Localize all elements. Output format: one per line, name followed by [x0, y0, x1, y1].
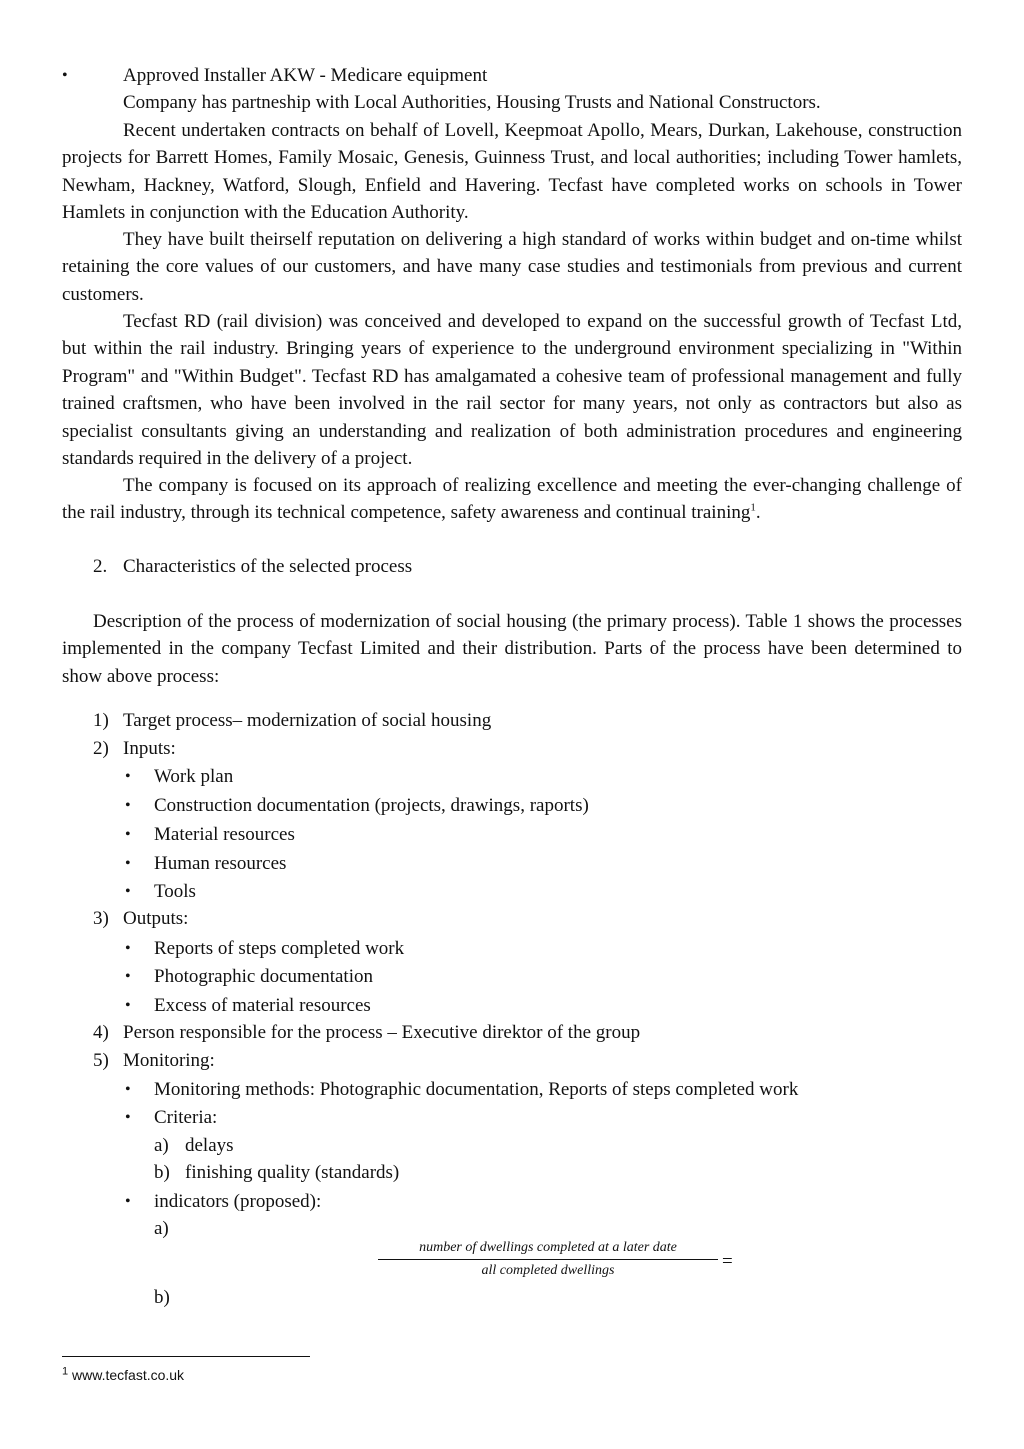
indicator-b-label: b) [154, 1287, 170, 1308]
bullet-icon: • [62, 67, 68, 84]
bullet-icon: • [125, 1109, 131, 1126]
output-item: Photographic documentation [154, 966, 373, 987]
indicator-a-formula [378, 1238, 718, 1281]
paragraph-focus-text: The company is focused on its approach of realizing excellence and meeting the ever-changing challenge of the rail industry, through its technical competence, safety awareness and continual training [62, 475, 962, 524]
formula-denominator: all completed dwellings [481, 1263, 615, 1278]
output-item: Reports of steps completed work [154, 938, 405, 959]
input-item: Human resources [154, 853, 287, 874]
bullet-icon: • [125, 797, 131, 814]
bullet-icon: • [125, 883, 131, 900]
section-description: Description of the process of modernization of social housing (the primary process). Table 1 shows the processes implemented in the company Tecfast Limited and their distribution. Parts of the process have been determined to show above process: [62, 611, 962, 687]
footnote-reference[interactable]: 1 [750, 502, 756, 515]
criteria-heading: Criteria: [154, 1107, 218, 1128]
input-item: Construction documentation (projects, drawings, raports) [154, 795, 589, 816]
bullet-icon: • [125, 997, 131, 1014]
bullet-icon: • [125, 968, 131, 985]
bullet-icon: • [125, 1193, 131, 1210]
list-item-monitoring: Monitoring: [123, 1050, 215, 1071]
formula-equals: = [722, 1251, 733, 1272]
bullet-icon: • [125, 1081, 131, 1098]
paragraph-focus-end: . [755, 502, 761, 524]
list-number-2: 2) [93, 738, 109, 759]
criteria-a-label: a) [154, 1135, 169, 1156]
monitoring-methods: Monitoring methods: Photographic documentation, Reports of steps completed work [154, 1079, 799, 1100]
input-item: Tools [154, 881, 196, 902]
paragraph-reputation: They have built theirself reputation on delivering a high standard of works within budget and on-time whilst retaining the core values of our customers, and have many case studies and testimonials from previous and current customers. [62, 229, 962, 305]
list-number-4: 4) [93, 1022, 109, 1043]
bullet-icon: • [125, 826, 131, 843]
footnote-link[interactable]: www.tecfast.co.uk [72, 1367, 185, 1383]
list-number-1: 1) [93, 710, 109, 731]
footnote-number: 1 [62, 1365, 69, 1378]
indicator-a-label: a) [154, 1218, 169, 1239]
criteria-a: delays [185, 1135, 234, 1156]
list-number-5: 5) [93, 1050, 109, 1071]
section-title: Characteristics of the selected process [123, 556, 413, 577]
list-item-outputs: Outputs: [123, 908, 189, 929]
input-item: Work plan [154, 766, 234, 787]
list-item-inputs: Inputs: [123, 738, 176, 759]
paragraph-rail-division: Tecfast RD (rail division) was conceived and developed to expand on the successful growth of Tecfast Ltd, but within the rail industry. Bringing years of experience to the underground environment specializing in "Within Program" and "Within Budget". Tecfast RD has amalgamated a cohesive team of professional management and fully trained craftsmen, who have been involved in the rail sector for many years, not only as contractors but also as specialist consultants giving an understanding and realization of both administration procedures and engineering standards required in the delivery of a project. [62, 311, 962, 470]
indicators-heading: indicators (proposed): [154, 1191, 322, 1212]
section-number: 2. [93, 556, 108, 577]
bullet-item-installer: Approved Installer AKW - Medicare equipment [123, 65, 488, 86]
paragraph-focus [62, 472, 962, 527]
partnership-line: Company has partneship with Local Authorities, Housing Trusts and National Constructors. [123, 92, 821, 113]
bullet-icon: • [125, 855, 131, 872]
formula-numerator: number of dwellings completed at a later date [378, 1238, 718, 1260]
list-item-target-process: Target process– modernization of social housing [123, 710, 492, 731]
criteria-b: finishing quality (standards) [185, 1162, 400, 1183]
output-item: Excess of material resources [154, 995, 371, 1016]
paragraph-contracts: Recent undertaken contracts on behalf of Lovell, Keepmoat Apollo, Mears, Durkan, Lakehouse, construction projects for Barrett Homes, Family Mosaic, Genesis, Guinness Trust, and local authorities; including Tower hamlets, Newham, Hackney, Watford, Slough, Enfield and Havering. Tecfast have completed works on schools in Tower Hamlets in conjunction with the Education Authority. [62, 120, 962, 224]
criteria-b-label: b) [154, 1162, 170, 1183]
list-number-3: 3) [93, 908, 109, 929]
bullet-icon: • [125, 940, 131, 957]
bullet-icon: • [125, 768, 131, 785]
input-item: Material resources [154, 824, 295, 845]
footnote [62, 1364, 184, 1386]
footnote-divider [62, 1356, 310, 1357]
list-item-person-responsible: Person responsible for the process – Executive direktor of the group [123, 1022, 641, 1043]
